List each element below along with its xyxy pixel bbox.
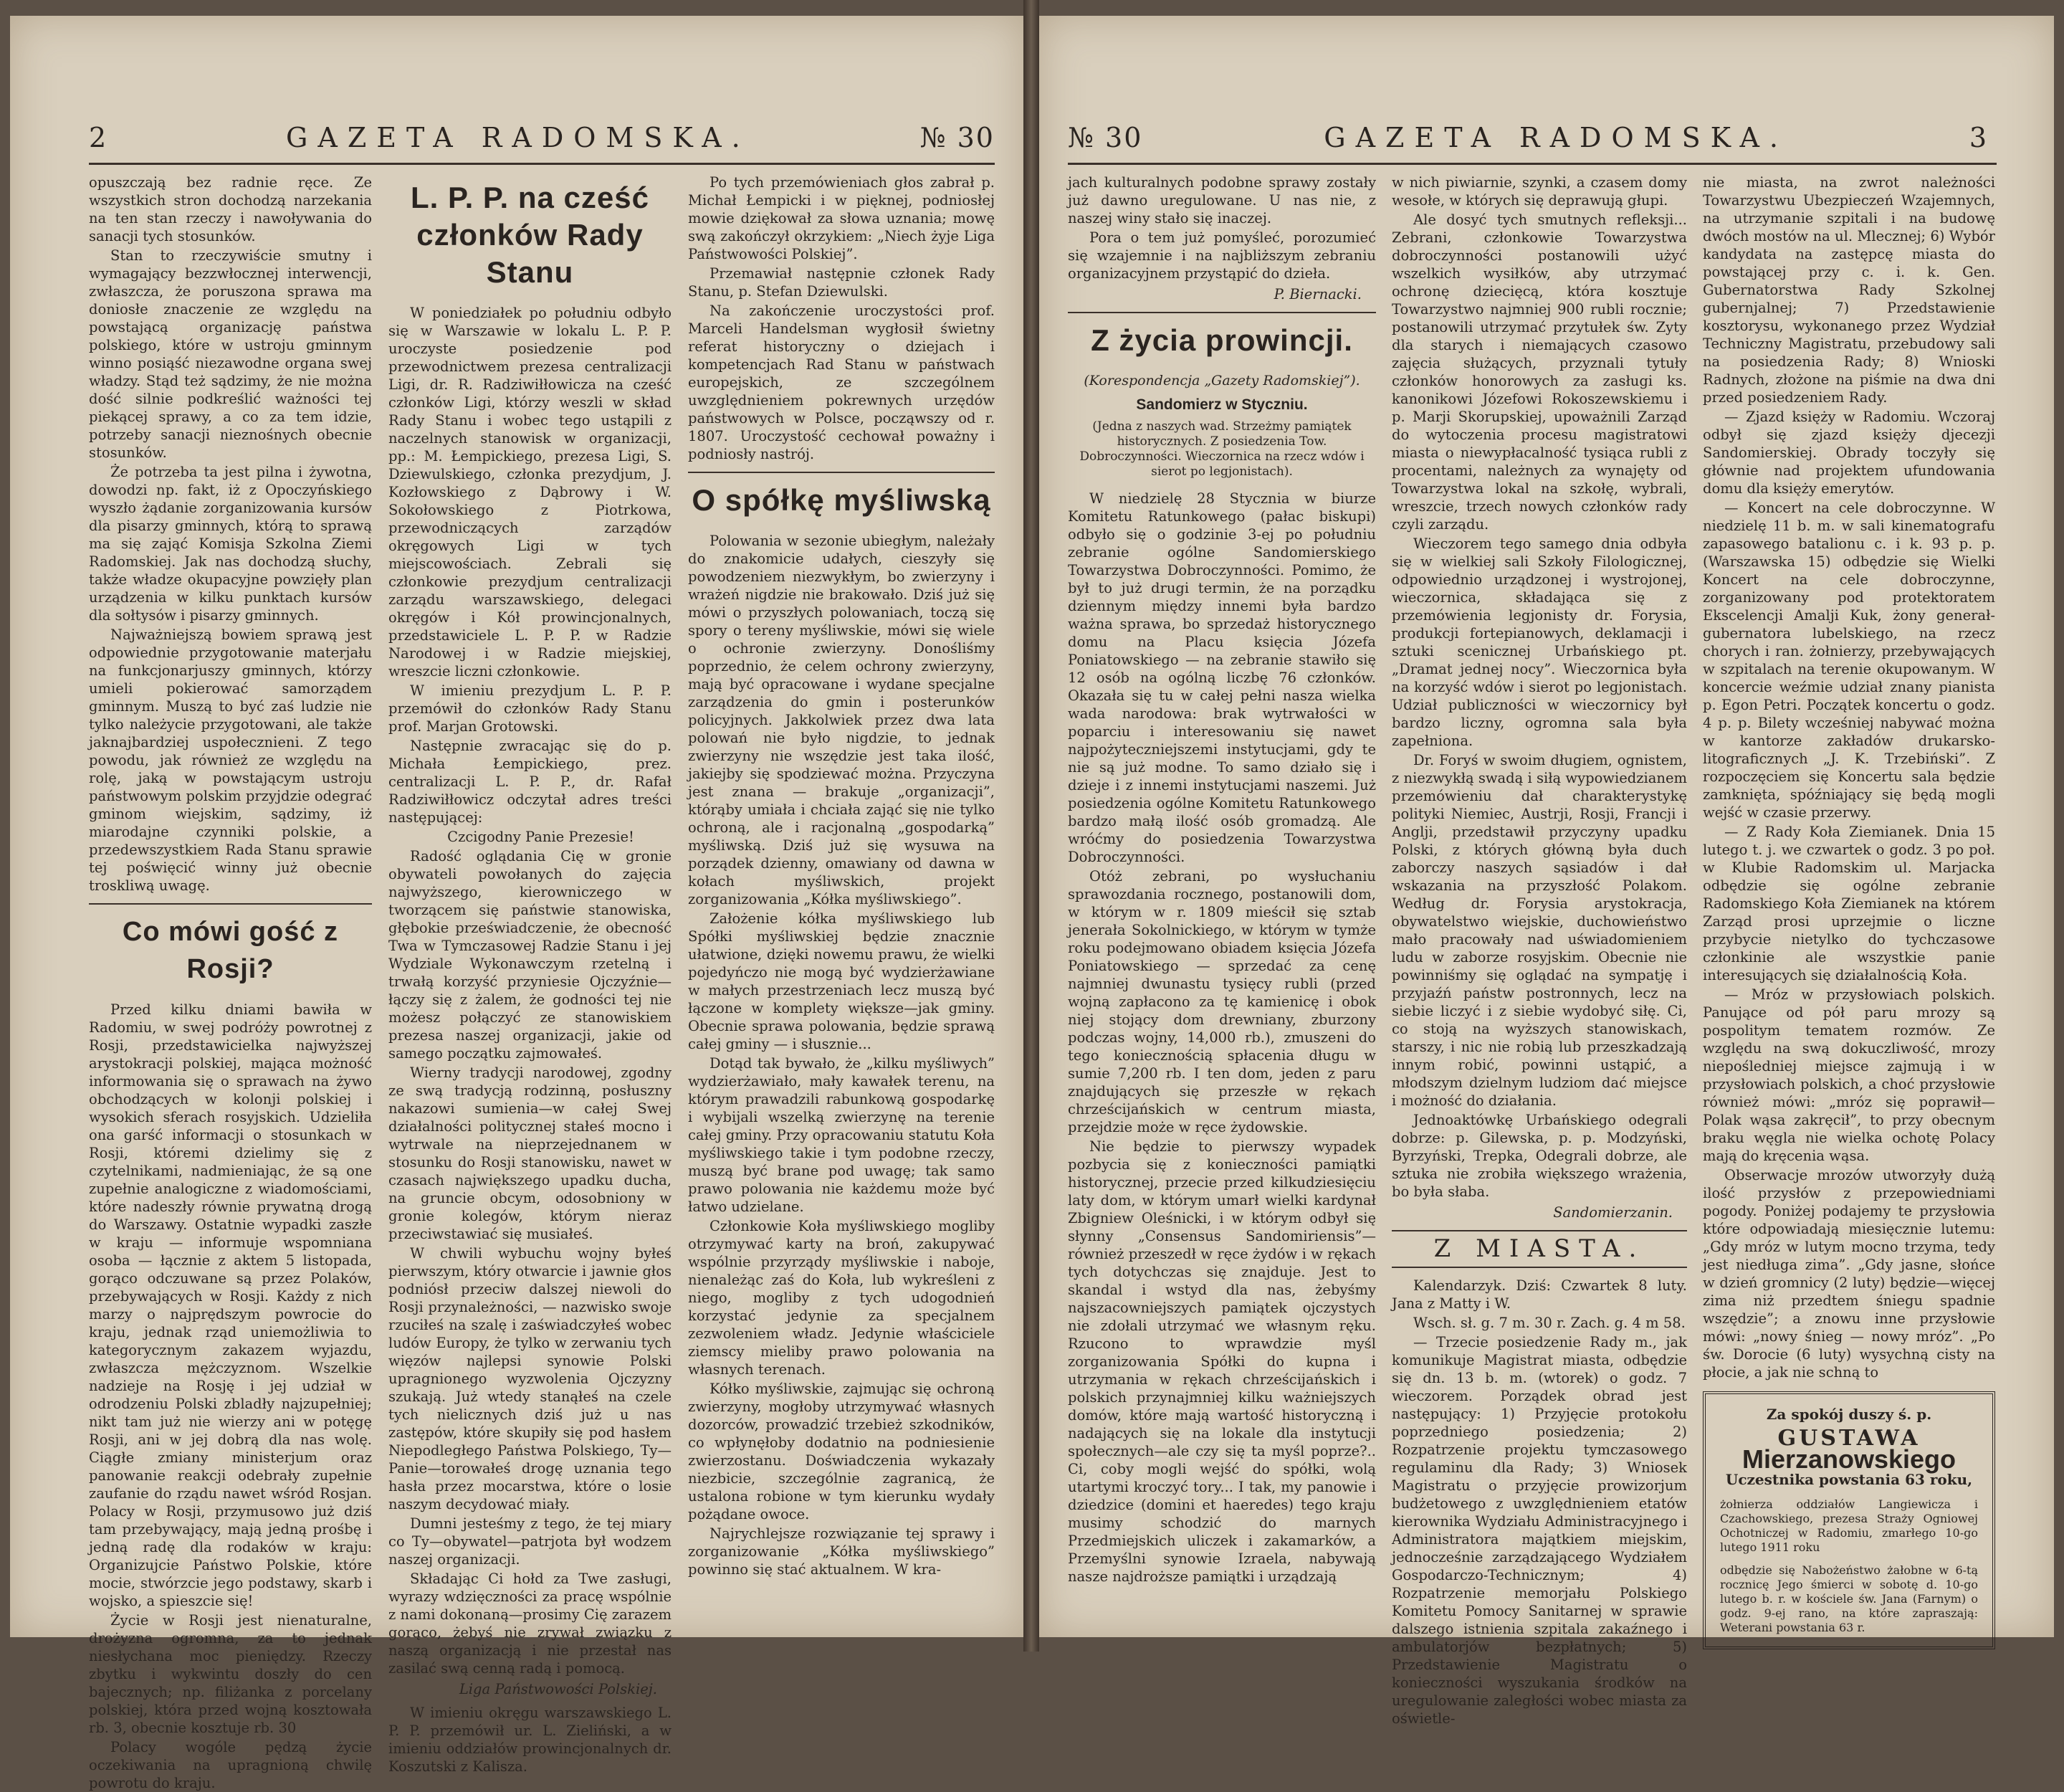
paragraph: Najważniejszą bowiem sprawą jest odpowiednie przygotowanie materjału na funkcjonarjuszy gminnych, którzy umieli pokierować samorządem gminnym. Muszą to być zaś ludzie nie tylko należycie przygotowani, ale także jaknajbardziej uspołecznieni. Z tego powodu, jak również ze względu na rolę, jaką w powstającym ustroju państwowym polskim przyjdzie odegrać gminom wiejskim, sądzimy, iż miarodajne czynniki polskie, a przedewszystkiem Rada Stanu sprawie tej poświęcić winny już obecnie troskliwą uwagę.	[89, 626, 372, 894]
paragraph: Wierny tradycji narodowej, zgodny ze swą tradycją rodzinną, posłuszny nakazowi sumienia—w całej Swej działalności politycznej stałeś mocno i wytrwale na nieprzejednanem w stosunku do Rosji stanowisku, nawet w czasach największego upadku ducha, na gruncie obcym, odosobniony w gronie kolegów, którym nieraz przeciwstawiać się musiałeś.	[388, 1064, 672, 1242]
page-number: 2	[89, 122, 117, 153]
obituary-intro: Za spokój duszy ś. p.	[1766, 1406, 1932, 1423]
right-page-header	[1068, 120, 1997, 156]
article-separator	[89, 903, 372, 905]
right-column-1	[1068, 173, 1376, 1623]
left-column-1	[89, 173, 372, 1791]
paragraph: Wieczorem tego samego dnia odbyła się w wielkiej sali Szkoły Filologicznej, odpowiednio urządzonej i wystrojonej, wieczornica, składająca się z przemówienia legjonisty dr. Forysia, produkcji fortepianowych, deklamacji i sztuki scenicznej Urbańskiego pt. „Dramat jednej nocy”. Wieczornica była na korzyść wdów i sierot po legjonistach. Udział publiczności w wieczornicy był bardzo liczny, ogromna sala była zapełniona.	[1392, 535, 1687, 749]
paragraph: Jednoaktówkę Urbańskiego odegrali dobrze: p. Gilewska, p. p. Modzyński, Byrzyński, Trepka, Odegrali dobrze, ale sztuka nie zrobiła większego wrażenia, bo była słaba.	[1392, 1112, 1687, 1200]
paragraph: Radość oglądania Cię w gronie obywateli powołanych do zajęcia najwyższego, kierowniczego w tworzącem się państwie stanowiska, głębokie przeświadczenie, że obecność Twa w Tymczasowej Radzie Stanu i jej Wydziale Wykonawczym rzetelną i trwałą korzyść przyniesie Ojczyźnie—łączy się z żalem, że godności tej nie możesz połączyć ze stanowiskiem prezesa naszej organizacji, jakie od samego początku zajmowałeś.	[388, 848, 672, 1062]
paragraph: Otóż zebrani, po wysłuchaniu sprawozdania rocznego, postanowili dom, w którym w r. 1809 mieścił się sztab jenerała Sokolnickiego, w którym w tymże roku podejmowano obiadem księcia Józefa Poniatowskiego — sprzedać za cenę najmniej dwunastu tysięcy rubli (przed wojną zapłacono za tę kamienicę i obok niej stojący dom drewniany, zburzony podczas wojny, 14,000 rb.), zmuszeni do tego koniecznością spłacenia długu w sumie 7,200 rb. I ten dom, jeden z paru znajdujących się przeszłe w rękach chrześcijańskich w centrum miasta, przejdzie może w ręce żydowskie.	[1068, 868, 1376, 1135]
paragraph: Członkowie Koła myśliwskiego mogliby otrzymywać karty na broń, zakupywać wspólnie przyrządy myśliwskie i naboje, nienależąc zaś do Koła, lub wykreśleni z niego, mogliby z tych udogodnień korzystać jedynie za specjalnem zezwoleniem władz. Jedynie właściciele ziemscy mieliby prawo polowania na własnych terenach.	[688, 1218, 995, 1378]
byline: (Korespondencja „Gazety Radomskiej”).	[1084, 373, 1360, 389]
paragraph: W imieniu prezydjum L. P. P. przemówił do członków Rady Stanu prof. Marjan Grotowski.	[388, 682, 672, 735]
paragraph: — Zjazd księży w Radomiu. Wczoraj odbył się zjazd księży djecezji Sandomierskiej. Obrady toczyły się głównie nad projektem ufundowania domu dla księży emerytów.	[1703, 409, 1995, 497]
article-summary: (Jedna z naszych wad. Strzeżmy pamiątek historycznych. Z posiedzenia Tow. Dobroczynności. Wieczornica na rzecz wdów i sierot po legjonistach).	[1079, 419, 1365, 479]
paragraph: Pora o tem już pomyśleć, porozumieć się wzajemnie i na najbliższym zebraniu organizacyjnem przystąpić do dzieła.	[1068, 229, 1376, 282]
paragraph: Życie w Rosji jest nienaturalne, drożyzna ogromna, za to jednak niesłychana moc pieniędzy. Rzeczy zbytku i wykwintu doszły do cen bajecznych; np. filiżanka z porcelany polskiej, która przed wojną kosztowała rb. 3, obecnie kosztuje rb. 30	[89, 1612, 372, 1736]
paragraph: Wsch. sł. g. 7 m. 30 r. Zach. g. 4 m 58.	[1413, 1315, 1686, 1331]
section-separator	[1392, 1267, 1687, 1268]
paragraph: Kółko myśliwskie, zajmując się ochroną zwierzyny, mogłoby utrzymywać własnych dozorców, prowadzić trzebież szkodników, co wpłynęłoby dodatnio na podniesienie zwierzostanu. Doświadczenia wykazały niezbicie, szczególnie zagranicą, że ustalona robione w tym kierunku wydały pożądane owoce.	[688, 1381, 995, 1522]
paragraph: Założenie kółka myśliwskiego lub Spółki myśliwskiej będzie znacznie ułatwione, dzięki nowemu prawu, że wielki pojedyńczo nie mogą być wydzierżawiane w małych przestrzeniach lecz muszą być łączone w komplety większe—jak gminy. Obecnie sprawa polowania, będzie sprawą całej gminy — i słusznie...	[688, 910, 995, 1052]
masthead: GAZETA RADOMSKA.	[1324, 122, 1788, 153]
header-rule	[1068, 163, 1997, 165]
paragraph: Na zakończenie uroczystości prof. Marceli Handelsman wygłosił świetny referat historyczny o dziejach i kompetencjach Rad Stanu w państwach europejskich, ze szczególnem uwzględnieniem pokrewnych urzędów państwowych w Polsce, począwszy od r. 1807. Uroczystość cechował poważny i podniosły nastrój.	[688, 302, 995, 462]
article-headline: Co mówi gość z Rosji?	[122, 917, 339, 984]
paragraph: Kalendarzyk. Dziś: Czwartek 8 luty. Jana z Matty i W.	[1392, 1277, 1687, 1312]
paragraph: Po tych przemówieniach głos zabrał p. Michał Łempicki i w pięknej, podniosłej mowie dziękował za słowa uznania; mowę swą zakończył okrzykiem: „Niech żyje Liga Państwowości Polskiej”.	[688, 174, 995, 262]
paragraph: Polowania w sezonie ubiegłym, należały do znakomicie udałych, cieszyły się powodzeniem niezwykłym, bo zwierzyny i wrażeń nigdzie nie brakowało. Dziś już się mówi o przyszłych polowaniach, toczą się spory o tereny myśliwskie, mówi się wiele o ochronie zwierzyny. Donośliśmy poprzednio, że celem ochrony zwierzyny, mają być opracowane i wydane specjalne zarządzenia do gmin i posterunków policyjnych. Jakkolwiek przez dwa lata polowań nie było nigdzie, to jednak zwierzyny nie wszędzie jest taka ilość, jakiejby się spodziewać można. Przyczyna jest znana — brakuje „organizacji”, którąby umiała i chciała zająć się nie tylko ochroną, ale i racjonalną „gospodarką” myśliwską. Dziś już się wysuwa na porządek dzienny, omawiany od dawna w kołach myśliwskich, projekt zorganizowania „Kółka myśliwskiego”.	[688, 533, 995, 907]
left-column-3	[688, 173, 995, 1623]
paragraph: Stan to rzeczywiście smutny i wymagający bezzwłocznej interwencji, zwłaszcza, że poruszona sprawa ma doniosłe znaczenie ze względu na powstającą organizację państwa polskiego, które w ustroju gminnym winno posiąść niezawodne organa swej władzy. Stąd też sądzimy, że nie można dość silnie podkreślić ważności tej piekącej sprawy, a co za tem idzie, potrzeby sanacji nieznośnych obecnie stosunków.	[89, 247, 372, 461]
paragraph: Najrychlejsze rozwiązanie tej sprawy i zorganizowanie „Kółka myśliwskiego” powinno się stać aktualnem. W kra-	[688, 1525, 995, 1578]
dateline: Sandomierz w Styczniu.	[1136, 396, 1308, 413]
paragraph: nie miasta, na zwrot należności Towarzystwu Ubezpieczeń Wzajemnych, na utrzymanie szpitali i na budowę dwóch mostów na ul. Mlecznej; 6) Wybór kandydata na zastępcę miasta do powstającej przy c. i. k. Gen. Gubernatorstwa Rady Szkolnej gubernjalnej; 7) Przedstawienie kosztorysu, wykonanego przez Wydział Techniczny Magistratu, przebudowy sali na posiedzenia Rady; 8) Wnioski Radnych, złożone na piśmie na dwa dni przed posiedzeniem Rady.	[1703, 174, 1995, 406]
paragraph: — Mróz w przysłowiach polskich. Panujące od pół paru mrozy są pospolitym tematem rozmów. Ze względu na swą dokuczliwość, mrozy niepośledniej miejsce zajmują i w przysłowiach polskich, a choć przysłowie również mówi: „mróz się poprawił—Polak wąsa zakręcił”, to przy obecnym braku węgla nie wielka ochotę Polacy mają do kręcenia wąsa.	[1703, 986, 1995, 1164]
left-page-header	[89, 120, 995, 156]
issue-number: № 30	[1068, 122, 1143, 153]
paragraph: Następnie zwracając się do p. Michała Łempickiego, prez. centralizacji L. P. P., dr. Rafał Radziwiłłowicz odczytał adres treści następującej:	[388, 738, 672, 826]
obituary-notice	[1703, 1391, 1995, 1649]
article-headline: Z życia prowincji.	[1091, 323, 1353, 357]
paragraph: Dumni jesteśmy z tego, że tej miary co Ty—obywatel—patrjota był wodzem naszej organizacji.	[388, 1515, 672, 1568]
left-column-2	[388, 173, 672, 1775]
section-separator	[1392, 1230, 1687, 1231]
obituary-biography: żołnierza oddziałów Langiewicza i Czachowskiego, prezesa Straży Ogniowej Ochotniczej w Radomiu, zmarłego 10-go lutego 1911 roku	[1720, 1497, 1978, 1554]
paragraph: Obserwacje mrozów utworzyły dużą ilość przysłów z przepowiedniami pogody. Poniżej podajemy te przysłowia które odpowiadają miesięcznie lutemu: „Gdy mróz w lutym mocno trzyma, tedy jest niedługa zima”. „Gdy jasne, słońce w dzień gromnicy (2 luty) będzie—więcej zima niż przedtem śniegu spadnie wszędzie”; a znowu inne przysłowie mówi: „nowy śnieg — nowy mróz”. „Po św. Dorocie (6 luty) wysychną cisty na płocie, a jak nie schną to	[1703, 1167, 1995, 1381]
obituary-service-info: odbędzie się Nabożeństwo żałobne w 6-tą rocznicę Jego śmierci w sobotę d. 10-go lutego b. r. w kościele św. Jana (Farnym) o godz. 9-ej rano, na które zapraszają: Weterani powstania 63 r.	[1720, 1563, 1978, 1634]
signature: P. Biernacki.	[1274, 286, 1362, 302]
section-heading: Z MIASTA.	[1433, 1234, 1645, 1263]
obituary-first-name: GUSTAWA	[1777, 1426, 1921, 1451]
right-column-3	[1703, 173, 1995, 1634]
paragraph: — Trzecie posiedzenie Rady m., jak komunikuje Magistrat miasta, odbędzie się dn. 13 b. m. (wtorek) o godz. 7 wieczorem. Porządek obrad jest następujący: 1) Przyjęcie protokołu poprzedniego posiedzenia; 2) Rozpatrzenie projektu tymczasowego regulaminu dla Rady; 3) Wniosek Magistratu o przyjęcie prowizorjum budżetowego z uwzględnieniem etatów kierownika Wydziału Administracyjnego i Administratora majątkiem miejskim, jednocześnie zarządzającego Wydziałem Gospodarczo-Technicznym; 4) Rozpatrzenie memorjału Polskiego Komitetu Pomocy Sanitarnej w sprawie dalszego istnienia szpitala zakaźnego i ambulatorjów bezpłatnych; 5) Przedstawienie Magistratu o konieczności wyszukania środków na uregulowanie zaległości wobec miasta za oświetle-	[1392, 1334, 1687, 1727]
article-separator	[1068, 312, 1376, 313]
article-headline: L. P. P. na cześć członków Rady Stanu	[411, 181, 649, 289]
paragraph: jach kulturalnych podobne sprawy zostały już dawno uregulowane. U nas nie, z naszej winy stało się inaczej.	[1068, 174, 1376, 227]
paragraph: Dotąd tak bywało, że „kilku myśliwych” wydzierżawiało, mały kawałek terenu, na którym prawadzili rabunkową gospodarkę i wybijali wszelką zwierzynę na terenie całej gminy. Przy opracowaniu statutu Koła myśliwskiego takie i tym podobne rzeczy, muszą być brane pod uwagę; tak samo prawo polowania nie każdemu może być łatwo udzielane.	[688, 1055, 995, 1215]
paragraph: Ale dosyć tych smutnych refleksji... Zebrani, członkowie Towarzystwa dobroczynności postanowili użyć wszelkich wysiłków, aby utrzymać ochronę dziecięcą, która kosztuje Towarzystwo najmniej 900 rubli rocznie; postanowili utrzymać przytułek św. Zyty dla starych i niemających czasowo zajęcia służących, przyznali tytuły członków honorowych za zasługi ks. kanonikowi Józefowi Rokoszewskiemu i p. Marji Skorupskiej, upoważnili Zarząd do wytoczenia procesu magistratowi miasta o niewypłacalność tysiąca rubli z procentami, należnych za wynajęty od Towarzystwa lokal na szkołę, wybrali, wreszcie, trzech nowych członków rady czyli zarządu.	[1392, 211, 1687, 533]
paragraph: W poniedziałek po południu odbyło się w Warszawie w lokalu L. P. P. uroczyste posiedzenie pod przewodnictwem prezesa centralizacji Ligi, dr. R. Radziwiłłowicza na cześć członków Ligi, którzy weszli w skład Rady Stanu i wobec tego ustąpili z naczelnych stanowisk w organizacji, pp.: M. Łempickiego, prezesa Ligi, S. Dziewulskiego, członka prezydjum, J. Kozłowskiego z Dąbrowy i W. Sokołowskiego z Piotrkowa, przewodniczących zarządów okręgowych Ligi w tych miejscowościach. Zebrali się członkowie prezydjum centralizacji zarządu warszawskiego, delegaci okręgów i Kół prowincjonalnych, przedstawiciele L. P. P. w Radzie Narodowej i w Radzie miejskiej, wreszcie liczni członkowie.	[388, 305, 672, 680]
paragraph: Polacy wogóle pędzą życie oczekiwania na upragnioną chwilę powrotu do kraju.	[89, 1739, 372, 1791]
binding-spine	[1023, 0, 1039, 1652]
obituary-surname: Mierzanowskiego	[1742, 1444, 1956, 1474]
paragraph: W chwili wybuchu wojny byłeś pierwszym, który otwarcie i jawnie głos podniósł przeciw dalszej niewoli do Rosji przynależności, — nazwisko swoje rzuciłeś na szalę i zaświadczyłeś wobec ludów Europy, że tylko w zerwaniu tych więzów najlepsi synowie Polski upragnionego wyzwolenia Ojczyzny szukają. Już wtedy stanąłeś na czele tych nielicznych dziś już u nas zastępów, które skupiły się pod hasłem Niepodległego Państwa Polskiego, Ty—Panie—torowałeś drogę uznania tego hasła przez mocarstwa, które o losie naszym decydować miały.	[388, 1245, 672, 1512]
paragraph: — Koncert na cele dobroczynne. W niedzielę 11 b. m. w sali kinematografu zapasowego batalionu c. i k. 93 p. p. (Warszawska 15) odbędzie się Wielki Koncert na cele dobroczynne, zorganizowany pod protektoratem Ekscelencji Amalji Kuk, żony generał-gubernatora lubelskiego, na rzecz chorych i ran. żołnierzy, przebywających w szpitalach na terenie okupowanym. W koncercie weźmie udział znany pianista p. Egon Petri. Początek koncertu o godz. 4 p. p. Bilety wcześniej nabywać można w kantorze zakładów drukarsko-litograficznych „J. K. Trzebiński”. Z rozpoczęciem się Koncertu sala będzie zamknięta, spóźniający się będą mogli wejść w czasie przerwy.	[1703, 500, 1995, 821]
left-page	[10, 16, 1023, 1791]
paragraph: Czcigodny Panie Prezesie!	[447, 829, 634, 845]
paragraph: W niedzielę 28 Stycznia w biurze Komitetu Ratunkowego (pałac biskupi) odbyło się o godzinie 3-ej po południu zebranie ogólne Sandomierskiego Towarzystwa Dobroczynności. Pomimo, że był to już drugi termin, że na porządku dziennym między innemi była bardzo ważna sprawa, bo sprzedaż historycznego domu na Placu księcia Józefa Poniatowskiego — na zebranie stawiło się 12 osób na ogólną liczbę 76 członków. Okazała się tu w całej pełni nasza wielka wada narodowa: brak wytrwałości w poparciu i interesowaniu się nawet najpożyteczniejszemi instytucjami, gdy te nie są już modne. To samo działo się i dzieje i z innemi instytucjami naszemi. Już posiedzenia ogólne Komitetu Ratunkowego bardzo małą ilość osób gromadzą. Ale wróćmy do posiedzenia Towarzystwa Dobroczynności.	[1068, 490, 1376, 865]
article-headline: O spółkę myśliwską	[692, 483, 991, 517]
paragraph: Dr. Foryś w swoim długiem, ognistem, z niezwykłą swadą i siłą wypowiedzianem przemówieniu dał charakterystykę polityki Niemiec, Austrji, Rosji, Francji i Anglji, przedstawił przyczyny upadku Polski, z których główną była duch zaborczy naszych sąsiadów i dał wskazania na przyszłość Polakom. Według dr. Forysia arystokracja, obywatelstwo wiejskie, duchowieństwo mało pracowały nad uświadomieniem ludu w zaborze rosyjskim. Obecnie nie powinniśmy się oglądać na sympatję i przyjaźń państw postronnych, lecz na siebie liczyć i z siebie wydobyć siłę. Ci, co stoją na wyższych stanowiskach, starszy, i nic nie robią lub przeszkadzają innym robić, powinni ustąpić, a młodszym dzielnym ludziom dać miejsce i możność do działania.	[1392, 752, 1687, 1109]
paragraph: Nie będzie to pierwszy wypadek pozbycia się z konieczności pamiątki historycznej, przecie przed kilkudziesięciu laty dom, w którym umarł wielki kardynał Zbigniew Oleśnicki, i w którym odbył się słynny „Consensus Sandomiriensis”—również przeszedł w ręce żydów i w rękach tych dotychczas się znajduje. Jest to skandal i wstyd dla nas, żebyśmy najszacowniejszych pamiątek ojczystych nie zdołali utrzymać we własnym ręku. Rzucono to wprawdzie myśl zorganizowania Spółki do kupna i utrzymania w rękach chrześcijańskich i polskich przynajmniej kilku ważniejszych domów, które mają wartość historyczną i nadających się na lokale dla instytucji społecznych—ale czy się ta myśl poprze?.. Ci, coby mogli wejść do spółki, wolą utartymi kroczyć tory... I tak, my panowie i dziedzice (domini et haeredes) tego kraju musimy schodzić do marnych Przedmiejskich uliczek i zakamarków, a Przemyślni synowie Izraela, nabywają nasze najdroższe pamiątki i urządzają	[1068, 1138, 1376, 1585]
paragraph: opuszczają bez radnie ręce. Ze wszystkich stron dochodzą narzekania na ten stan rzeczy i nawoływania do sanacji tych stosunków.	[89, 174, 372, 244]
paragraph: W imieniu okręgu warszawskiego L. P. P. przemówił ur. L. Zieliński, a w imieniu oddziałów prowincjonalnych dr. Koszutski z Kalisza.	[388, 1705, 672, 1775]
obituary-title: Uczestnika powstania 63 roku,	[1725, 1471, 1973, 1488]
paragraph: Składając Ci hołd za Twe zasługi, wyrazy wdzięczności za pracę wspólnie z nami dokonaną—prosimy Cię zarazem gorąco, żebyś nie zrywał związku z naszą organizacją i nie przestał nas zasilać swą cenną radą i pomocą.	[388, 1571, 672, 1677]
masthead: GAZETA RADOMSKA.	[286, 122, 750, 153]
right-page	[1039, 16, 2054, 1727]
paragraph: Że potrzeba ta jest pilna i żywotna, dowodzi np. fakt, iż z Opoczyńskiego wyszło żądanie zorganizowania kursów dla pisarzy gminnych, którą to sprawą ma się zająć Komisja Szkolna Ziemi Radomskiej. Jak nas dochodzą słuchy, także władze okupacyjne powzięły plan urządzenia w kilku punktach kursów dla sołtysów i pisarzy gminnych.	[89, 464, 372, 624]
paragraph: — Z Rady Koła Ziemianek. Dnia 15 lutego t. j. we czwartek o godz. 3 po poł. w Klubie Radomskim ul. Marjacka odbędzie się ogólne zebranie Radomskiego Koła Ziemianek na którem Zarząd prosi uprzejmie o liczne przybycie nietylko do tychczasowe członkinie ale wszystkie panie interesujących się działalnością Koła.	[1703, 824, 1995, 983]
paragraph: w nich piwiarnie, szynki, a czasem domy wesołe, w których się deprawują głupi.	[1392, 174, 1687, 209]
page-number: 3	[1969, 122, 1997, 153]
header-rule	[89, 163, 995, 165]
article-separator	[688, 472, 995, 473]
issue-number: № 30	[919, 122, 995, 153]
right-column-2	[1392, 173, 1687, 1727]
paragraph: Przed kilku dniami bawiła w Radomiu, w swej podróży powrotnej z Rosji, przedstawicielka najwyższej arystokracji polskiej, mająca możność informowania się o sprawach na żywo obchodzących w kolonji polskiej i wysokich sferach rosyjskich. Udzieliła ona garść informacji o stosunkach w Rosji, któremi dzielimy się z czytelnikami, nadmieniając, że są one zupełnie analogiczne z wiadomościami, które nadeszły równie prywatną drogą do Warszawy. Ostatnie wypadki zaszłe w kraju — informuje wspomniana osoba — łącznie z aktem 5 listopada, gorąco odczuwane są przez Polaków, przebywających w Rosji. Każdy z nich marzy o najprędszym powrocie do kraju, jednak rząd uniemożliwia to kategorycznym zakazem wyjazdu, zwłaszcza mężczyznom. Wszelkie nadzieje na Rosję i jej udział w odrodzeniu Polski zbladły najzupełniej; nikt tam już nie wierzy ani w potęgę Rosji, ani w jej dobrą dla nas wolę. Ciągłe zmiany ministerjum oraz panowanie reakcji odebrały zupełnie zaufanie do rządu nawet wśród Rosjan. Polacy w Rosji, przymusowo już dziś tam przebywający, mają jedną prośbę i jedną radę dla rodaków w kraju: Organizujcie Państwo Polskie, które mocie, stwórzcie jego podstawy, skarb i wojsko, a spieszcie się!	[89, 1001, 372, 1609]
signature: Sandomierzanin.	[1553, 1204, 1673, 1221]
signature: Liga Państwowości Polskiej.	[459, 1681, 657, 1697]
paragraph: Przemawiał następnie członek Rady Stanu, p. Stefan Dziewulski.	[688, 265, 995, 300]
